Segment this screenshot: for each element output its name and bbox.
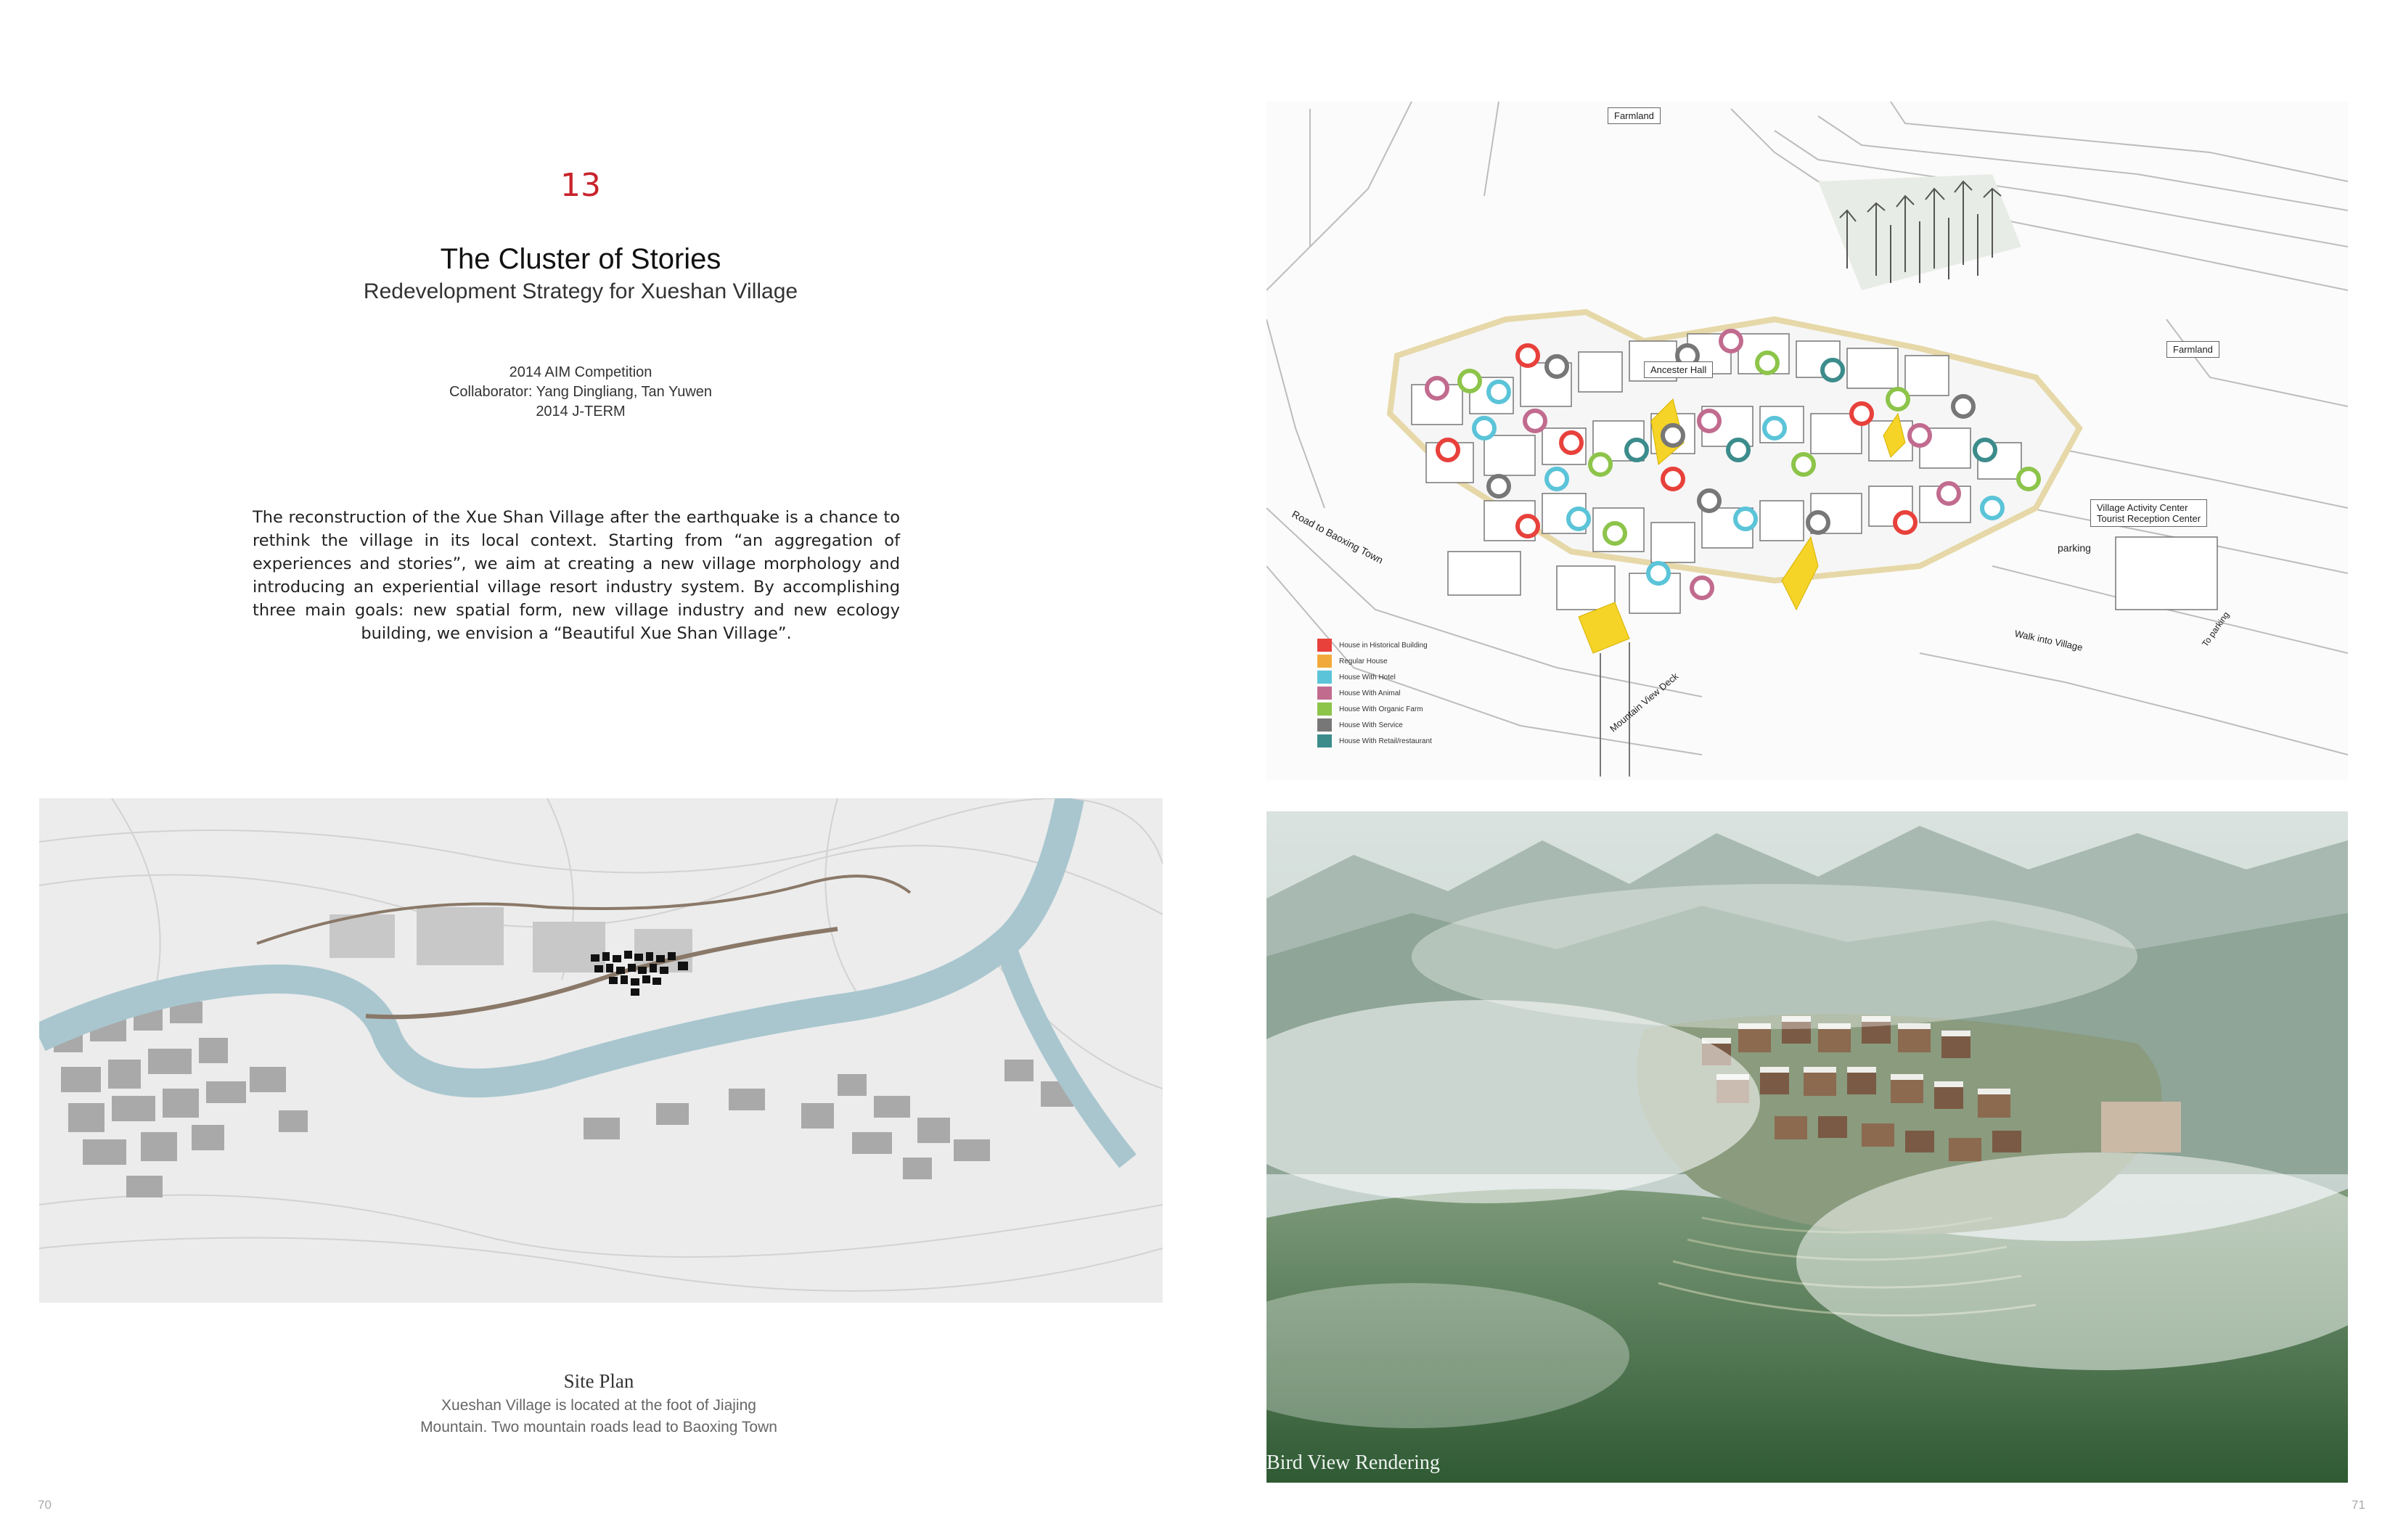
farmland-right-label: Farmland — [2166, 341, 2219, 358]
credit-term: 2014 J-TERM — [536, 404, 626, 419]
legend-label: House in Historical Building — [1339, 641, 1428, 650]
legend-item — [1317, 701, 1432, 717]
site-plan-title: Site Plan — [563, 1370, 634, 1392]
legend-item — [1317, 637, 1432, 653]
project-description: The reconstruction of the Xue Shan Village after the earthquake is a chance to rethink the village in its local context. Starting from “an aggregation of experiences and stories”, we aim at creating a new village morphology and introducing an experiential village resort industry system. By accomplishing three main goals: new spatial form, new village industry and new ecology building, we envision a “Beautiful Xue Shan Village”. — [253, 508, 900, 643]
bird-view-rendering — [1266, 811, 2348, 1483]
legend-item — [1317, 669, 1432, 685]
chapter-number: 13 — [560, 167, 601, 204]
legend-item — [1317, 685, 1432, 701]
page-number-left: 70 — [38, 1498, 52, 1512]
farmland-top-label: Farmland — [1608, 107, 1661, 124]
site-plan-caption — [363, 1395, 835, 1438]
parking-label: parking — [2058, 542, 2091, 554]
legend-label: House With Service — [1339, 721, 1403, 729]
legend-swatch — [1317, 687, 1332, 700]
legend-swatch — [1317, 639, 1332, 652]
axon-legend — [1317, 637, 1432, 749]
rendering-label: Bird View Rendering — [1266, 1451, 1440, 1474]
road-label: Road to Baoxing Town — [1290, 508, 1386, 566]
legend-swatch — [1317, 671, 1332, 684]
axonometric-diagram — [1266, 102, 2348, 780]
credit-competition: 2014 AIM Competition — [509, 364, 652, 380]
site-plan-drawing — [39, 798, 1163, 1303]
legend-label: House With Hotel — [1339, 673, 1396, 681]
project-title: The Cluster of Stories — [440, 243, 721, 275]
rendering-image — [1266, 811, 2348, 1483]
site-plan-caption-line: Xueshan Village is located at the foot of Jiajing — [441, 1397, 756, 1414]
site-plan-caption-line: Mountain. Two mountain roads lead to Baoxing Town — [420, 1419, 777, 1435]
legend-swatch — [1317, 734, 1332, 748]
tourist-reception-center-text: Tourist Reception Center — [2097, 513, 2201, 524]
deck-label: Mountain View Deck — [1608, 670, 1681, 734]
legend-item — [1317, 733, 1432, 749]
credit-collaborators: Collaborator: Yang Dingliang, Tan Yuwen — [449, 384, 713, 400]
tree-grove — [1818, 174, 2021, 290]
walk-label: Walk into Village — [2013, 628, 2084, 653]
legend-swatch — [1317, 718, 1332, 732]
village-activity-center-text: Village Activity Center — [2097, 502, 2188, 513]
page-number-right: 71 — [2352, 1498, 2365, 1512]
legend-label: House With Animal — [1339, 689, 1401, 697]
project-credits — [305, 363, 856, 422]
legend-label: House With Retail/restaurant — [1339, 737, 1432, 745]
project-subtitle: Redevelopment Strategy for Xueshan Village — [363, 279, 798, 303]
legend-item — [1317, 653, 1432, 669]
site-plan-map — [39, 798, 1163, 1303]
parking-slope-label: To parking — [2200, 610, 2232, 649]
legend-label: House With Organic Farm — [1339, 705, 1423, 713]
legend-label: Regular House — [1339, 657, 1388, 665]
legend-item — [1317, 717, 1432, 733]
ancestor-hall-label: Ancester Hall — [1644, 361, 1713, 378]
legend-swatch — [1317, 655, 1332, 668]
legend-swatch — [1317, 703, 1332, 716]
village-center-label — [2090, 499, 2207, 527]
